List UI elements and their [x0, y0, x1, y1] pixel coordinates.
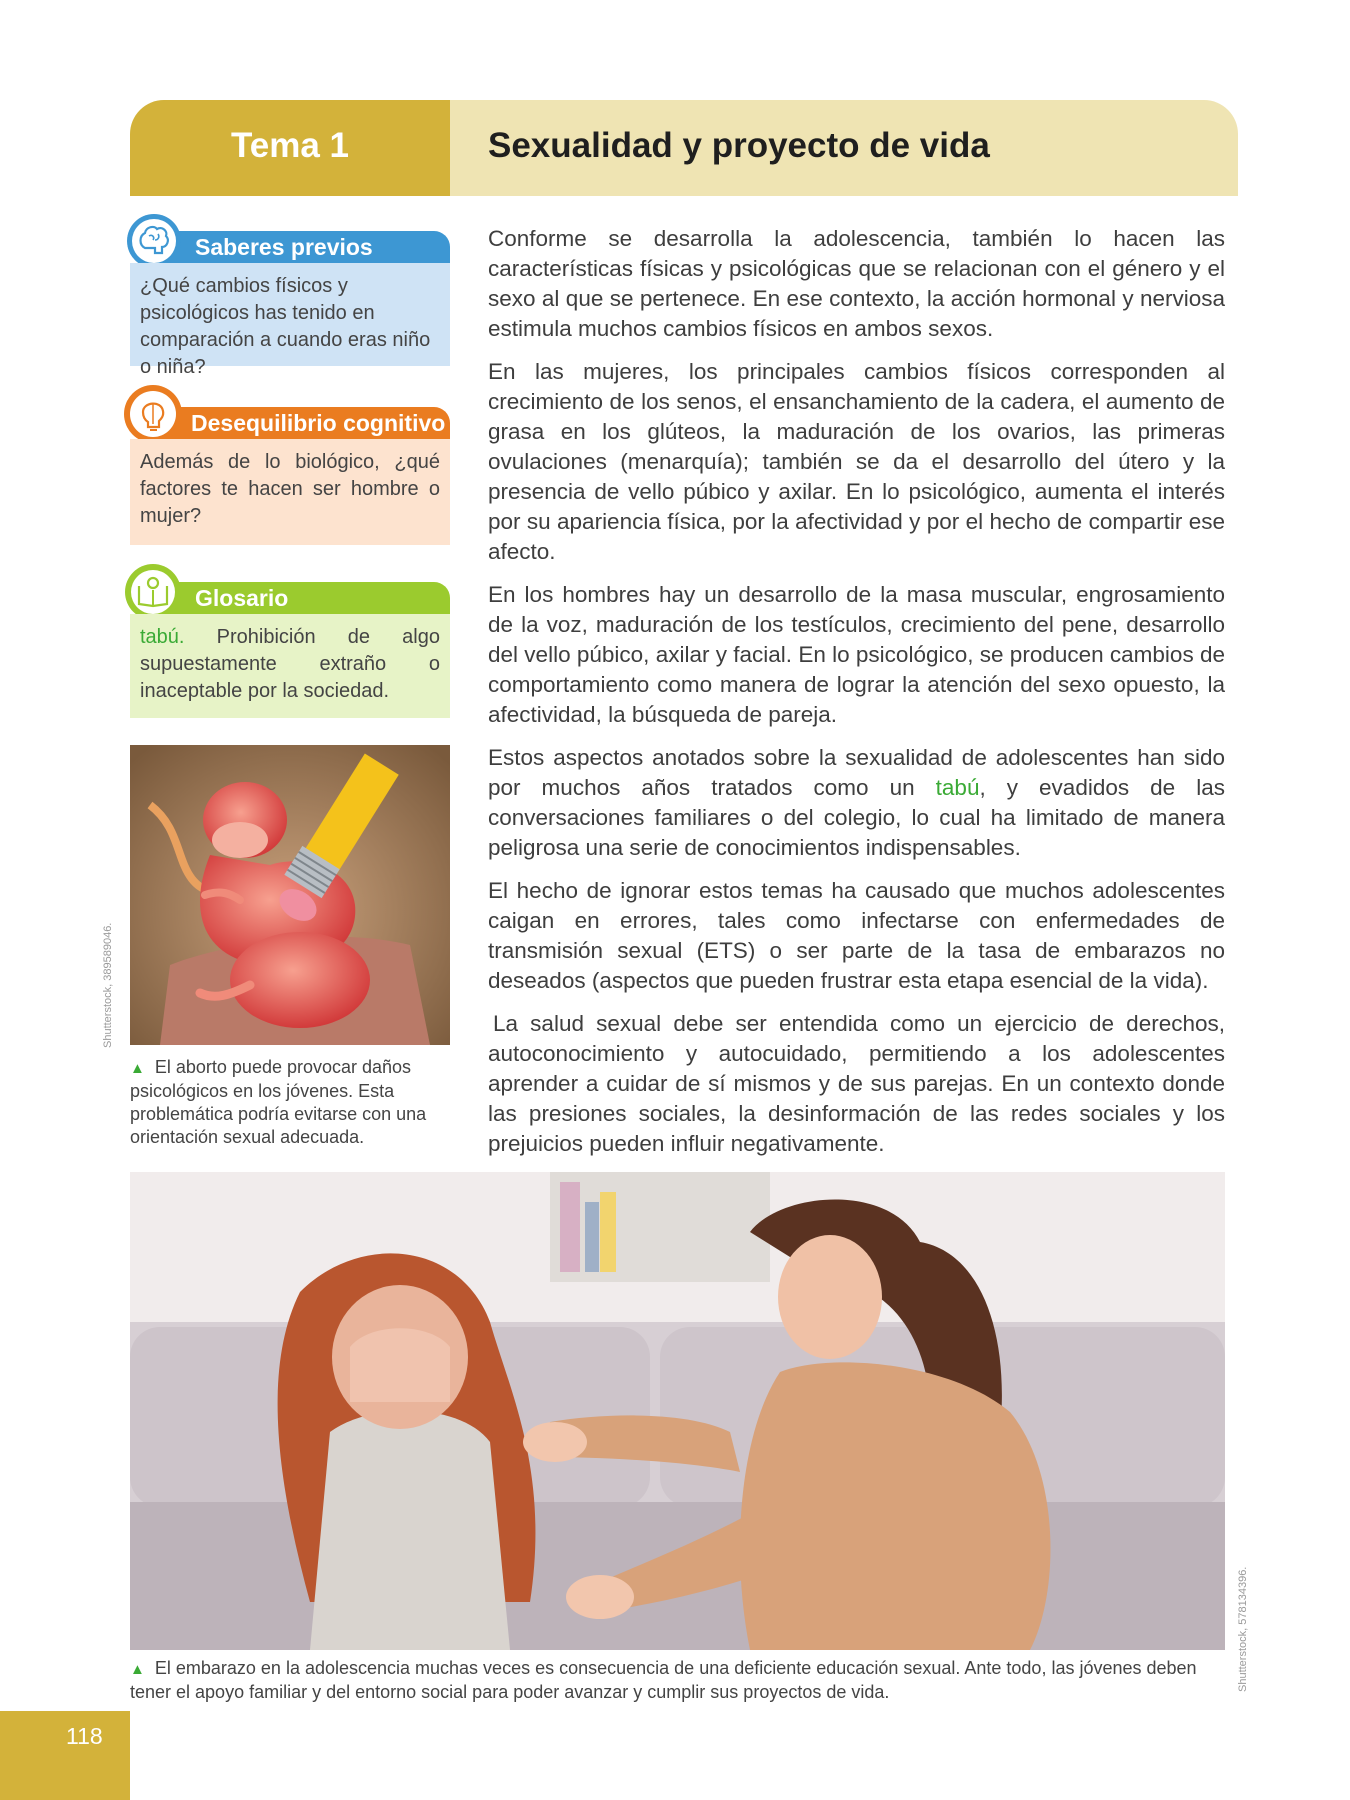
desequilibrio-cognitivo-text: Además de lo biológico, ¿qué factores te hacen ser hombre o mujer? — [130, 439, 450, 545]
page-number: 118 — [0, 1716, 130, 1756]
paragraph-2: En las mujeres, los principales cambios físicos corresponden al crecimiento de los senos, el ensanchamiento de la cadera, el aumento de grasa en los glúteos, la maduración de los ovarios, las primeras ovulaciones (menarquía); también se da el desarrollo del útero y la presencia de vello púbico y axilar. En lo psicológico, aumenta el interés por su apariencia física, por la afectividad y por el hecho de compartir ese afecto. — [488, 359, 1225, 564]
glosario-term: tabú. — [140, 626, 185, 648]
glosario-entry — [130, 614, 450, 718]
image2-caption-text: El embarazo en la adolescencia muchas veces es consecuencia de una deficiente educación sexual. Ante todo, las jóvenes deben tener el apoyo familiar y del entorno social para poder avanzar y cumplir sus proyectos de vida. — [130, 1658, 1197, 1702]
page-title: Sexualidad y proyecto de vida — [488, 126, 990, 165]
image1-credit: Shutterstock, 389589046. — [102, 922, 114, 1048]
paragraph-4-end: , y evadidos de las conversaciones familiares o del colegio, lo cual ha limitado de manera peligrosa una serie de conocimientos indispensables. — [488, 775, 1225, 860]
paragraph-4-start: Estos aspectos anotados sobre la sexualidad de adolescentes han sido por muchos años tratados como un — [488, 745, 1225, 800]
caption-triangle-icon: ▲ — [130, 1060, 145, 1077]
tema-label: Tema 1 — [230, 126, 350, 165]
caption-triangle-icon: ▲ — [130, 1661, 145, 1678]
paragraph-5: El hecho de ignorar estos temas ha causado que muchos adolescentes caigan en errores, tales como infectarse con enfermedades de transmisión sexual (ETS) o ser parte de la tasa de embarazos no deseados (aspectos que pueden frustrar esta etapa esencial de la vida). — [488, 878, 1225, 993]
mother-daughter-photo — [130, 1172, 1225, 1650]
paragraph-6: La salud sexual debe ser entendida como un ejercicio de derechos, autoconocimiento y autocuidado, permitiendo a los adolescentes aprender a cuidar de sí mismos y de sus parejas. En un contexto donde las presiones sociales, la desinformación de las redes sociales y los prejuicios pueden influir negativamente. — [488, 1011, 1225, 1156]
paragraph-4 — [488, 743, 1225, 863]
image2-credit: Shutterstock, 578134396. — [1237, 1566, 1249, 1692]
embryo-illustration — [130, 745, 450, 1045]
saberes-previos-header: Saberes previos — [145, 231, 450, 263]
tabu-term: tabú — [935, 775, 980, 800]
saberes-previos-text: ¿Qué cambios físicos y psicológicos has tenido en comparación a cuando eras niño o niña? — [130, 263, 450, 366]
desequilibrio-cognitivo-header: Desequilibrio cognitivo — [145, 407, 450, 439]
paragraph-3: En los hombres hay un desarrollo de la masa muscular, engrosamiento de la voz, maduración de los testículos, crecimiento del pene, desarrollo del vello púbico, axilar y facial. En lo psicológico, se producen cambios de comportamiento como manera de lograr la atención del sexo opuesto, la afectividad, la búsqueda de pareja. — [488, 582, 1225, 727]
image1-caption-text: El aborto puede provocar daños psicológicos en los jóvenes. Esta problemática podría evitarse con una orientación sexual adecuada. — [130, 1057, 427, 1147]
image2-caption — [130, 1657, 1225, 1704]
main-text — [488, 224, 1225, 1172]
glosario-header: Glosario — [145, 582, 450, 614]
glosario-definition: Prohibición de algo supuestamente extraño o inaceptable por la sociedad. — [140, 626, 440, 702]
paragraph-1: Conforme se desarrolla la adolescencia, también lo hacen las características físicas y psicológicas que se relacionan con el género y el sexo al que se pertenece. En ese contexto, la acción hormonal y nerviosa estimula muchos cambios físicos en ambos sexos. — [488, 226, 1225, 341]
image1-caption — [130, 1056, 450, 1149]
